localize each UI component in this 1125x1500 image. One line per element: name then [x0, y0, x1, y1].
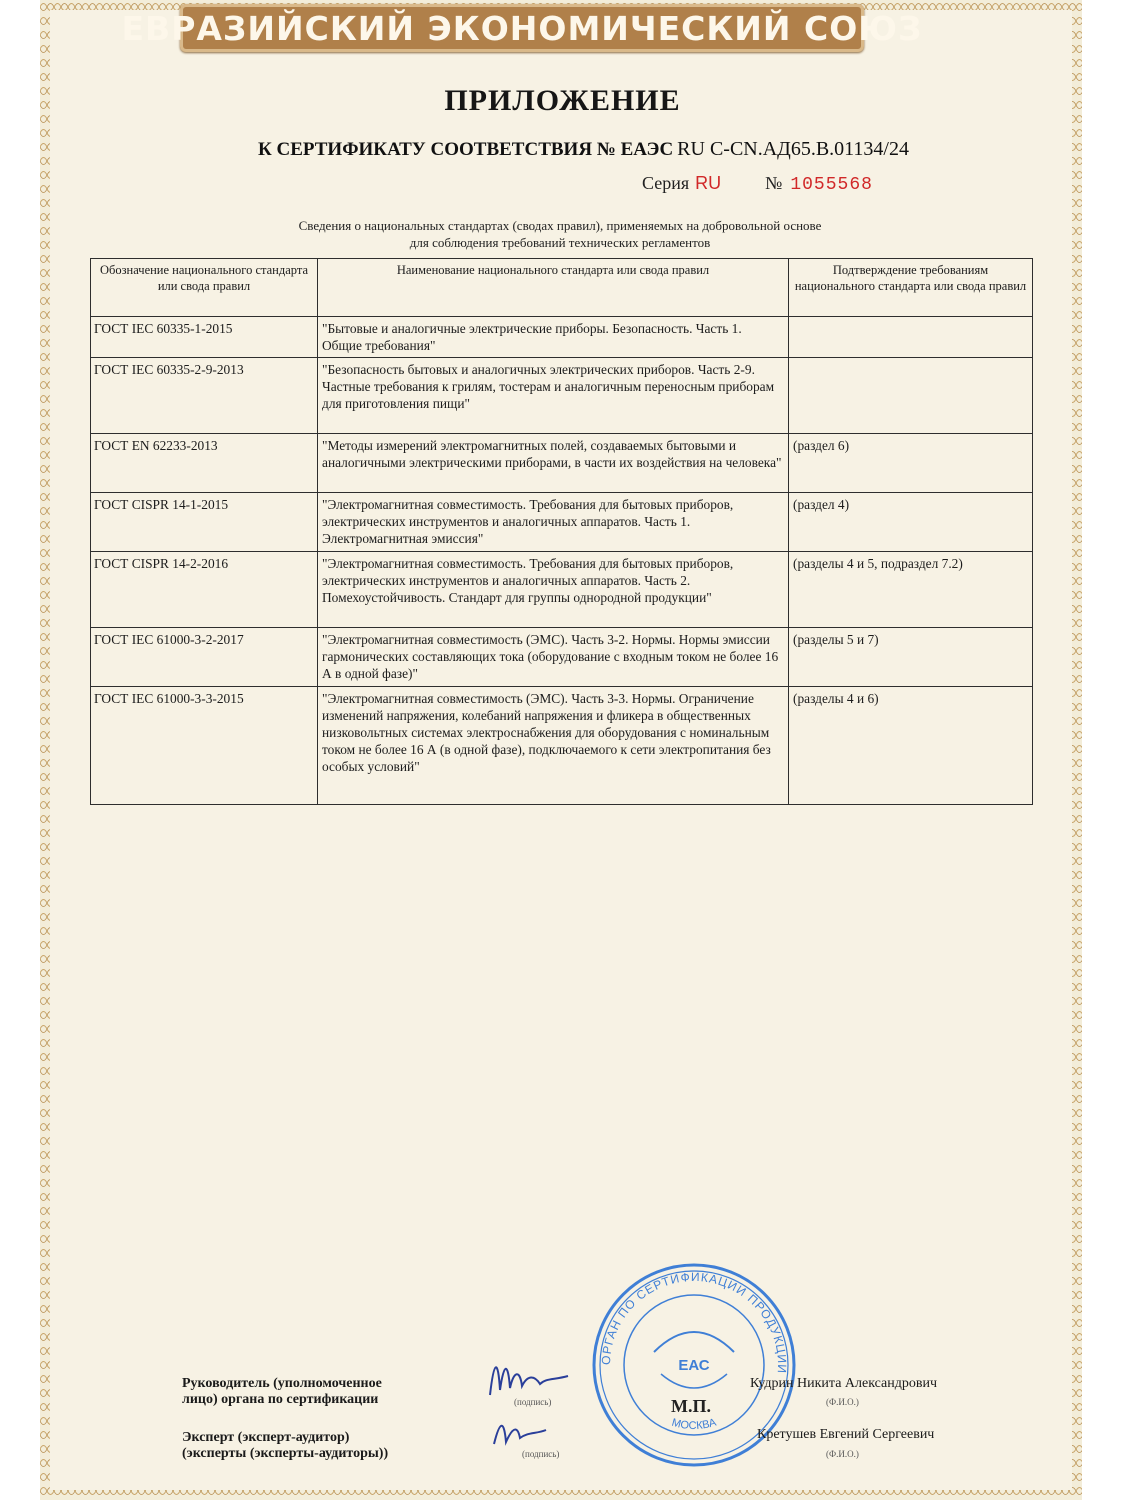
head-name: Кудрин Никита Александрович — [750, 1376, 938, 1391]
serial-number: 1055568 — [790, 175, 873, 195]
standard-name: "Электромагнитная совместимость (ЭМС). Часть 3-3. Нормы. Ограничение изменений напряжения, колебаний напряжения и фликера в общественных низковольтных системах электроснабжения для оборудования с номинальным током не более 16 А (в одной фазе), подключаемого к сети электропитания без особых условий" — [318, 687, 789, 805]
number-label: № — [765, 173, 783, 193]
series-line — [642, 173, 873, 195]
standard-confirm: (разделы 4 и 5, подраздел 7.2) — [789, 552, 1033, 628]
standards-table — [90, 258, 1033, 805]
table-row — [91, 317, 1033, 358]
standard-code: ГОСТ IEC 60335-1-2015 — [91, 317, 318, 358]
table-header-row — [91, 259, 1033, 317]
header-confirm: Подтверждение требованиям национального стандарта или свода правил — [789, 259, 1033, 317]
note-line-2: для соблюдения требований технических регламентов — [409, 235, 711, 250]
standard-confirm: (раздел 6) — [789, 434, 1033, 493]
table-row — [91, 358, 1033, 434]
standard-name: "Безопасность бытовых и аналогичных электрических приборов. Часть 2-9. Частные требования к грилям, тостерам и аналогичным переносным приборам для приготовления пищи" — [318, 358, 789, 434]
head-fio-caption: (Ф.И.О.) — [826, 1397, 859, 1407]
standard-confirm: (разделы 5 и 7) — [789, 628, 1033, 687]
stamp-outer-text: ОРГАН ПО СЕРТИФИКАЦИИ ПРОДУКЦИИ — [598, 1269, 790, 1375]
expert-signature — [484, 1414, 554, 1454]
head-label — [182, 1376, 382, 1408]
standard-name: "Бытовые и аналогичные электрические приборы. Безопасность. Часть 1. Общие требования" — [318, 317, 789, 358]
note-line-1: Сведения о национальных стандартах (сводах правил), применяемых на добровольной основе — [298, 218, 822, 233]
union-banner — [121, 4, 923, 52]
expert-label-line-2: (эксперты (эксперты-аудиторы)) — [182, 1446, 389, 1461]
table-row — [91, 552, 1033, 628]
certificate-prefix: К СЕРТИФИКАТУ СООТВЕТСТВИЯ № ЕАЭС — [258, 139, 674, 160]
standard-code: ГОСТ CISPR 14-1-2015 — [91, 493, 318, 552]
expert-signature-caption: (подпись) — [522, 1449, 560, 1459]
standard-name: "Электромагнитная совместимость. Требования для бытовых приборов, электрических инструментов и аналогичных аппаратов. Часть 2. Помехоустойчивость. Стандарт для группы однородной продукции" — [318, 552, 789, 628]
standard-confirm — [789, 317, 1033, 358]
series-value: RU — [695, 173, 722, 193]
standard-name: "Методы измерений электромагнитных полей, создаваемых бытовыми и аналогичными электрическими приборами, в части их воздействия на человека" — [318, 434, 789, 493]
union-banner-text: ЕВРАЗИЙСКИЙ ЭКОНОМИЧЕСКИЙ СОЮЗ — [121, 8, 923, 48]
standard-name: "Электромагнитная совместимость (ЭМС). Часть 3-2. Нормы. Нормы эмиссии гармонических составляющих тока (оборудование с входным током не более 16 А в одной фазе)" — [318, 628, 789, 687]
expert-name: Кретушев Евгений Сергеевич — [757, 1427, 935, 1442]
series-label: Серия — [642, 173, 690, 193]
table-row — [91, 434, 1033, 493]
header-name: Наименование национального стандарта или свода правил — [318, 259, 789, 317]
table-row — [91, 493, 1033, 552]
standards-note — [170, 217, 950, 251]
header-code: Обозначение национального стандарта или свода правил — [91, 259, 318, 317]
head-label-line-1: Руководитель (уполномоченное — [182, 1376, 382, 1391]
expert-label-line-1: Эксперт (эксперт-аудитор) — [182, 1430, 350, 1445]
table-row — [91, 628, 1033, 687]
standard-code: ГОСТ EN 62233-2013 — [91, 434, 318, 493]
stamp-bottom-text: МОСКВА — [670, 1416, 718, 1433]
page-title: ПРИЛОЖЕНИЕ — [444, 84, 681, 117]
standard-code: ГОСТ CISPR 14-2-2016 — [91, 552, 318, 628]
head-signature-caption: (подпись) — [514, 1397, 552, 1407]
standard-confirm: (раздел 4) — [789, 493, 1033, 552]
seal-place: М.П. — [671, 1396, 711, 1416]
standard-confirm — [789, 358, 1033, 434]
stamp-center-label: ЕАС — [678, 1357, 710, 1374]
certificate-number: RU C-CN.АД65.В.01134/24 — [677, 138, 909, 160]
standard-name: "Электромагнитная совместимость. Требования для бытовых приборов, электрических инструментов и аналогичных аппаратов. Часть 1. Электромагнитная эмиссия" — [318, 493, 789, 552]
standard-confirm: (разделы 4 и 6) — [789, 687, 1033, 805]
head-label-line-2: лицо) органа по сертификации — [182, 1392, 379, 1407]
table-row — [91, 687, 1033, 805]
standard-code: ГОСТ IEC 60335-2-9-2013 — [91, 358, 318, 434]
certificate-number-line — [258, 138, 909, 161]
standard-code: ГОСТ IEC 61000-3-3-2015 — [91, 687, 318, 805]
standard-code: ГОСТ IEC 61000-3-2-2017 — [91, 628, 318, 687]
expert-label — [182, 1430, 388, 1462]
expert-fio-caption: (Ф.И.О.) — [826, 1449, 859, 1459]
